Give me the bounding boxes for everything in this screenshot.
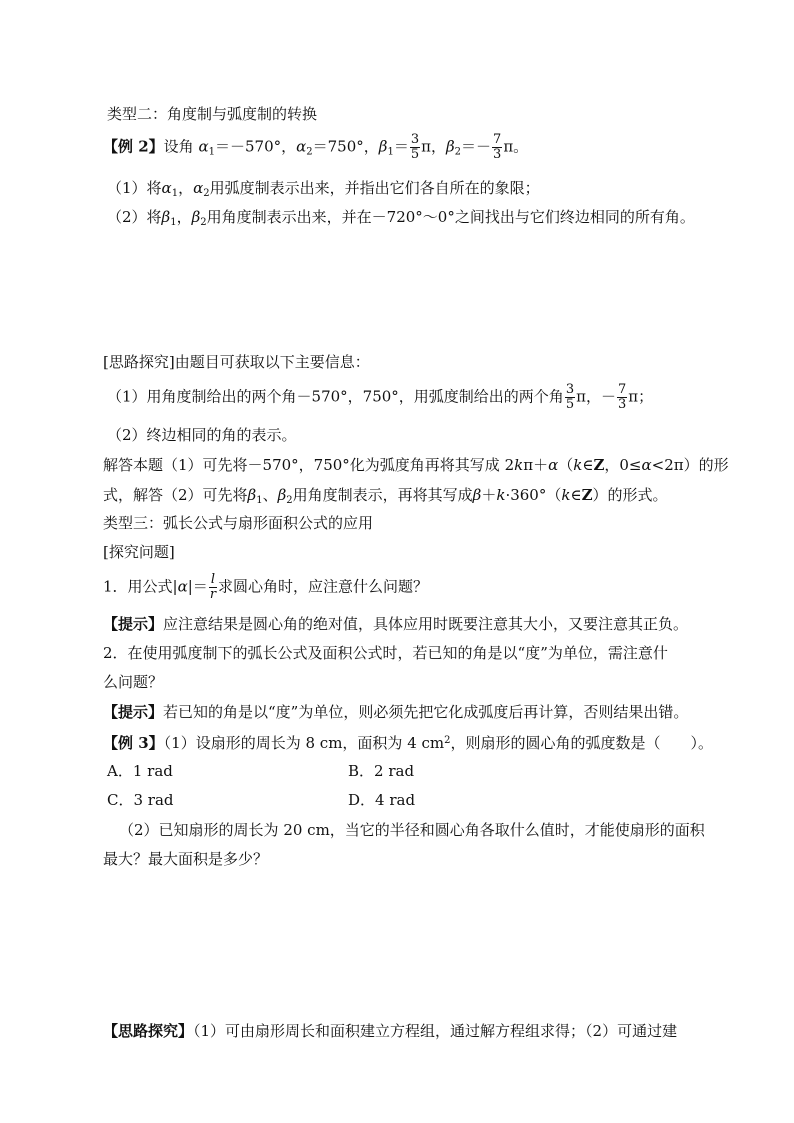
- fraction-7-3: $\frac{7}{3}$: [493, 132, 502, 162]
- example2-question-2: （2）将$\beta_1$，$\beta_2$用角度制表示出来，并在－720°～0°之间找出与它们终边相同的所有角。: [107, 208, 695, 228]
- example3-label: 【例 3】: [103, 734, 164, 752]
- example3-part-1: 【例 3】（1）设扇形的周长为 8 cm，面积为 4 $cm^2$，则扇形的圆心角的弧度数是（ ）。: [103, 734, 714, 752]
- example2-statement: 【例 2】设角 $\alpha_1=-570^\circ$，$\alpha_2=750^\circ$，$\beta_1=$ $\frac{3}{5}$ π，$\beta_2=-$ $\frac{7}{3}$ π。: [103, 132, 529, 162]
- hint-1: 【提示】应注意结果是圆心角的绝对值，具体应用时既要注意其大小，又要注意其正负。: [103, 615, 689, 633]
- explore-question-1: 1．用公式|α|＝ $\frac{l}{r}$ 求圆心角时，应注意什么问题？: [103, 572, 429, 602]
- explore-question-2-line-2: 么问题？: [103, 673, 164, 691]
- example2-question-1: （1）将$\alpha_1$，$\alpha_2$用弧度制表示出来，并指出它们各自所在的象限；: [107, 179, 540, 199]
- analysis1-heading: [思路探究]由题目可获取以下主要信息：: [103, 353, 370, 371]
- analysis1-item-2: （2）终边相同的角的表示。: [107, 426, 297, 444]
- option-a: A．1 rad: [107, 762, 173, 780]
- hint-2: 【提示】若已知的角是以“度”为单位，则必须先把它化成弧度后再计算，否则结果出错。: [103, 703, 689, 721]
- hint-label: 【提示】: [103, 615, 164, 633]
- fraction-3-5: $\frac{3}{5}$: [410, 132, 420, 162]
- type3-heading: 类型三：弧长公式与扇形面积公式的应用: [103, 514, 374, 532]
- option-d: D．4 rad: [348, 791, 416, 809]
- hint-label: 【提示】: [103, 703, 164, 721]
- type2-heading: 类型二：角度制与弧度制的转换: [107, 105, 318, 123]
- analysis1-label: [思路探究]: [103, 353, 175, 371]
- analysis1-paragraph-line-1: 解答本题（1）可先将－570°，750°化为弧度角再将其写成 2kπ＋α（k∈Z，0≤α<2π）的形: [103, 456, 729, 474]
- analysis2-label: 【思路探究】: [103, 1022, 194, 1040]
- explore-questions-heading: [探究问题]: [103, 543, 175, 561]
- example3-part-2-line-2: 最大？最大面积是多少？: [103, 850, 269, 868]
- option-b: B．2 rad: [348, 762, 415, 780]
- example2-label: 【例 2】: [103, 137, 164, 156]
- example3-part-2-line-1: （2）已知扇形的周长为 20 cm，当它的半径和圆心角各取什么值时，才能使扇形的面积: [119, 821, 705, 839]
- analysis1-item-1: （1）用角度制给出的两个角－570°，750°，用弧度制给出的两个角 $\frac{3}{5}$ π，－ $\frac{7}{3}$ π；: [107, 382, 654, 412]
- option-c: C．3 rad: [107, 791, 174, 809]
- explore-question-2-line-1: 2．在使用弧度制下的弧长公式及面积公式时，若已知的角是以“度”为单位，需注意什: [103, 644, 668, 662]
- analysis2: 【思路探究】（1）可由扇形周长和面积建立方程组，通过解方程组求得；（2）可通过建: [103, 1022, 678, 1040]
- analysis1-paragraph-line-2: 式，解答（2）可先将$\beta_1$、$\beta_2$用角度制表示，再将其写成β＋k·360°（k∈Z）的形式。: [103, 486, 668, 506]
- fraction-l-over-r: $\frac{l}{r}$: [209, 572, 217, 602]
